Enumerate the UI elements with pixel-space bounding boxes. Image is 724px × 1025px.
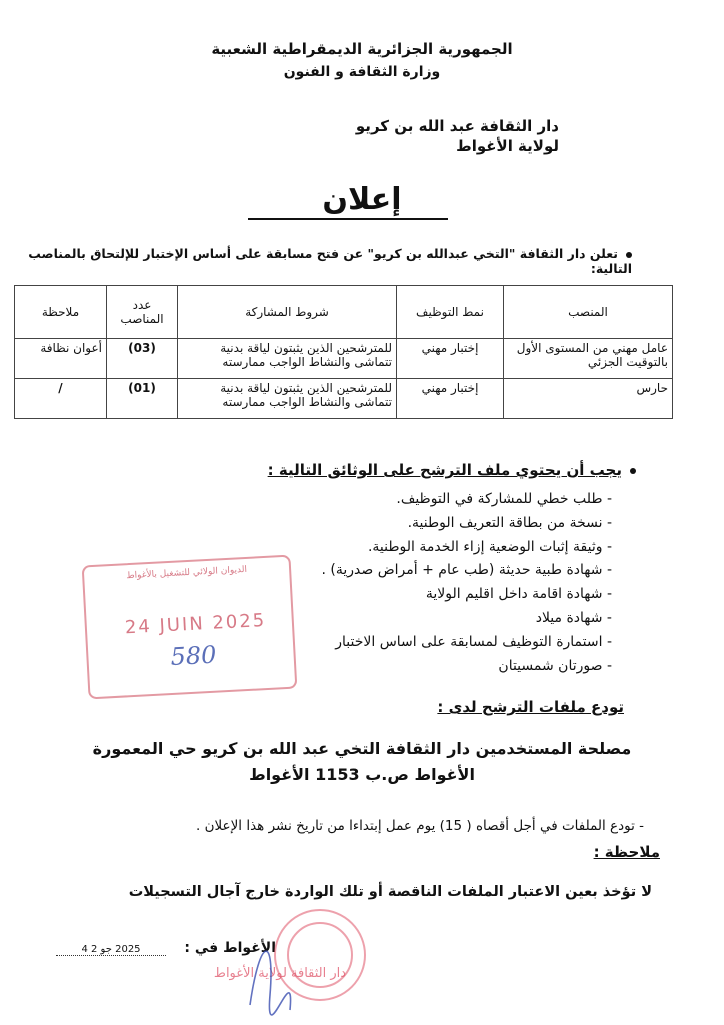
bullet-icon (630, 468, 636, 474)
submit-address-line-1: مصلحة المستخدمين دار الثقافة التخي عبد الله بن كريو حي المعمورة (92, 739, 632, 758)
submit-title: تودع ملفات الترشح لدى : (437, 698, 624, 716)
list-item: - صورتان شمسيتان (498, 657, 612, 674)
posts-table (14, 285, 673, 419)
cell-note: / (15, 379, 107, 419)
stamp-date: 24 JUIN 2025 (124, 609, 267, 639)
header-note: ملاحظة (15, 286, 107, 339)
intro-text: تعلن دار الثقافة "التخي عبدالله بن كريو" عن فتح مسابقة على أساس الإختبار للإلتحاق بالمناصب التالية: (28, 246, 632, 276)
cell-mode: إختبار مهني (397, 339, 504, 379)
header-post: المنصب (504, 286, 673, 339)
note-label: ملاحظة : (593, 843, 660, 861)
cell-note: أعوان نظافة (15, 339, 107, 379)
cell-post: عامل مهني من المستوى الأول بالتوقيت الجزئي (504, 339, 673, 379)
list-item: - وثيقة إثبات الوضعية إزاء الخدمة الوطنية. (367, 538, 612, 555)
list-item: - شهادة ميلاد (535, 609, 612, 626)
table-row (15, 379, 673, 419)
intro-paragraph (0, 246, 632, 276)
cell-conditions: للمترشحين الذين يثبتون لياقة بدنية تتماشى والنشاط الواجب ممارسته (178, 379, 397, 419)
cell-count: (03) (107, 339, 178, 379)
table-row (15, 339, 673, 379)
org-line-1: دار الثقافة عبد الله بن كريو (355, 117, 559, 135)
reception-stamp (82, 555, 298, 700)
cell-count: (01) (107, 379, 178, 419)
cell-post: حارس (504, 379, 673, 419)
ministry-header: وزارة الثقافة و الفنون (283, 64, 441, 80)
bullet-icon (626, 252, 632, 258)
deadline-text: - تودع الملفات في أجل أقصاه ( 15) يوم عمل إبتداءا من تاريخ نشر هذا الإعلان . (196, 818, 644, 834)
stamp-number: 580 (169, 640, 218, 672)
stamp-org: الديوان الولائي للتشغيل بالأغواط (126, 564, 248, 582)
republic-header: الجمهورية الجزائرية الديمقراطية الشعبية (211, 40, 513, 58)
header-conditions: شروط المشاركة (178, 286, 397, 339)
header-recruitment-mode: نمط التوظيف (397, 286, 504, 339)
docs-title: يجب أن يحتوي ملف الترشح على الوثائق التالية : (267, 461, 622, 479)
list-item: - شهادة طبية حديثة (طب عام + أمراض صدرية) . (321, 562, 612, 579)
cell-mode: إختبار مهني (397, 379, 504, 419)
seal-text: دار الثقافة لولاية الأغواط (213, 966, 347, 981)
warning-text: لا تؤخذ بعين الاعتبار الملفات الناقصة أو تلك الواردة خارج آجال التسجيلات (128, 884, 652, 900)
org-line-2: لولاية الأغواط (456, 137, 559, 155)
list-item: - شهادة اقامة داخل اقليم الولاية (425, 586, 612, 603)
handwritten-date: 2025 جو 2 4 (56, 944, 166, 956)
header-count: عدد المناصب (107, 286, 178, 339)
docs-list (252, 488, 612, 678)
submit-address-line-2: الأغواط ص.ب 1153 الأغواط (249, 765, 475, 784)
table-header-row (15, 286, 673, 339)
title-underline (248, 218, 448, 220)
official-seal (180, 895, 380, 1025)
place-label: الأغواط في : (184, 940, 276, 956)
page-title: إعلان (322, 182, 402, 217)
docs-heading (268, 460, 636, 479)
list-item: - استمارة التوظيف لمسابقة على اساس الاختبار (335, 633, 612, 650)
cell-conditions: للمترشحين الذين يثبتون لياقة بدنية تتماشى والنشاط الواجب ممارسته (178, 339, 397, 379)
list-item: - طلب خطي للمشاركة في التوظيف. (396, 491, 612, 507)
list-item: - نسخة من بطاقة التعريف الوطنية. (407, 514, 612, 531)
submit-heading (437, 697, 624, 716)
